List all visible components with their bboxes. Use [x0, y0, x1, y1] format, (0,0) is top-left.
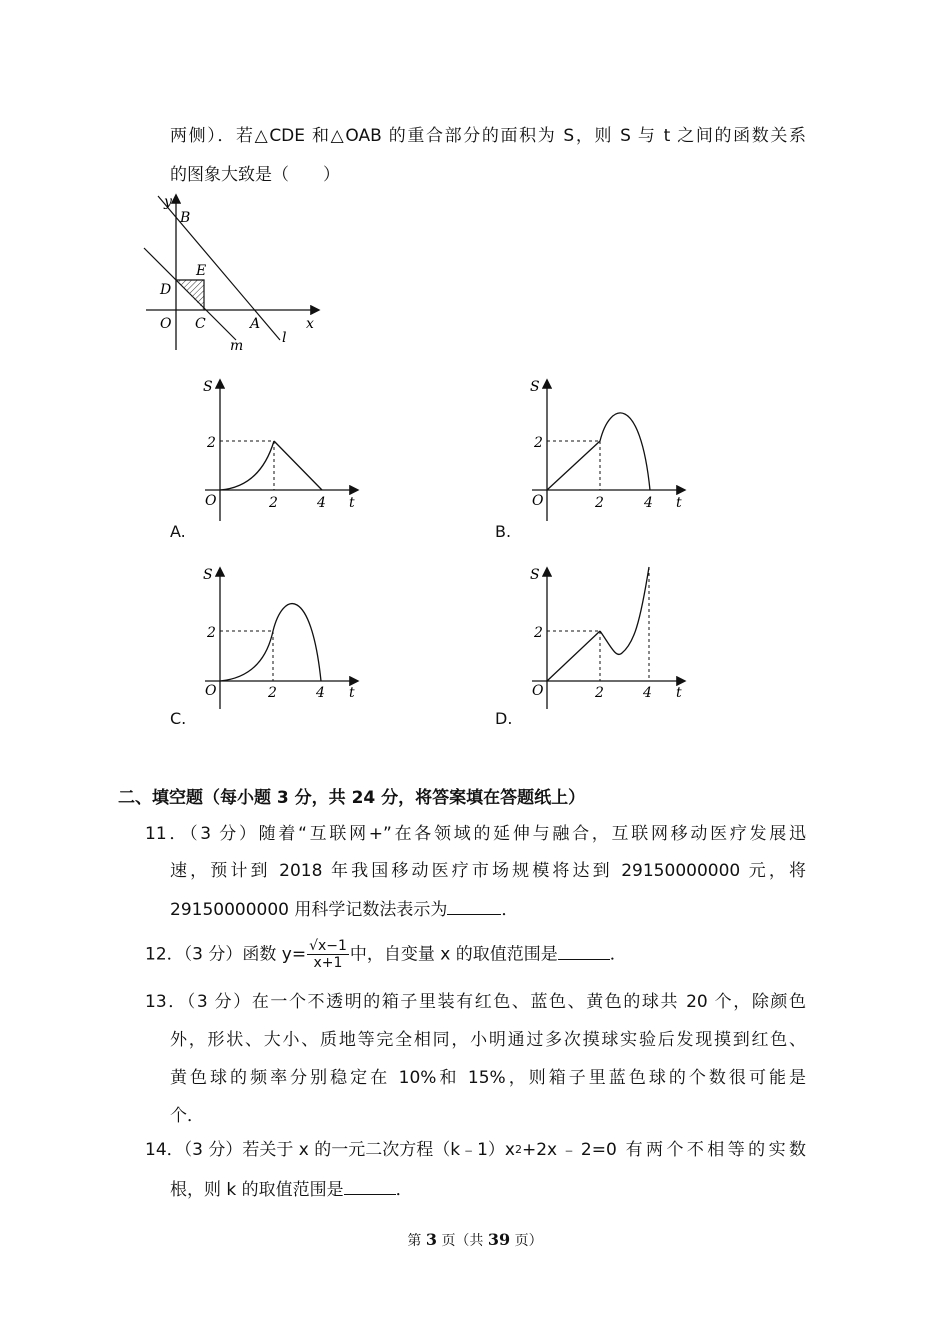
svg-text:2: 2	[595, 495, 604, 511]
graph-d	[522, 563, 692, 713]
q14-answer-blank[interactable]	[344, 1176, 396, 1195]
svg-text:t: t	[349, 495, 355, 511]
footer-total-pages: 39	[487, 1230, 511, 1249]
label-c: C	[195, 316, 206, 332]
page-footer	[0, 1230, 950, 1250]
svg-text:S: S	[203, 567, 213, 583]
q14-exponent: 2	[514, 1143, 522, 1156]
q13-line-4: 个．	[170, 1106, 204, 1126]
footer-mid: 页（共	[441, 1233, 484, 1249]
svg-text:S: S	[530, 567, 540, 583]
q14-line-1	[145, 1138, 806, 1162]
option-b-label: B.	[495, 522, 512, 541]
svg-text:O: O	[532, 493, 544, 509]
q11-line-2: 速，预计到 2018 年我国移动医疗市场规模将达到 29150000000 元，将	[170, 861, 806, 881]
graph-c	[195, 563, 365, 713]
option-a-label: A.	[170, 522, 186, 541]
q12-fraction	[307, 938, 349, 971]
svg-text:2: 2	[595, 685, 604, 701]
svg-text:t: t	[676, 495, 682, 511]
svg-text:4: 4	[316, 685, 325, 701]
svg-text:S: S	[203, 379, 213, 395]
q11-end: ．	[501, 900, 519, 920]
q11-line-3	[170, 896, 518, 922]
svg-text:O: O	[205, 493, 217, 509]
svg-text:O: O	[205, 683, 217, 699]
q12-line	[145, 938, 627, 971]
label-y: y	[164, 194, 172, 210]
option-c-label: C.	[170, 709, 187, 728]
q14-text-b: +2x﹣2=0 有两个不相等的实数	[521, 1140, 806, 1160]
q12-answer-blank[interactable]	[558, 941, 610, 960]
intro-line-2: 的图象大致是（ ）	[170, 165, 340, 185]
q14-text-a: 14．（3 分）若关于 x 的一元二次方程（k﹣1）x	[145, 1140, 515, 1160]
q14-line-2	[170, 1176, 413, 1202]
q12-denominator: x+1	[313, 955, 343, 971]
q14-end: ．	[395, 1180, 413, 1200]
svg-text:2: 2	[207, 435, 216, 451]
svg-text:t: t	[676, 685, 682, 701]
label-m: m	[230, 338, 244, 354]
q12-numerator: √x−1	[309, 938, 347, 954]
svg-text:4: 4	[643, 685, 652, 701]
svg-text:4: 4	[644, 495, 653, 511]
svg-text:2: 2	[269, 495, 278, 511]
svg-text:S: S	[530, 379, 540, 395]
svg-text:2: 2	[207, 625, 216, 641]
q12-prefix: 12．（3 分）函数 y=	[145, 944, 307, 965]
label-b: B	[180, 210, 191, 226]
footer-post: 页）	[514, 1233, 543, 1249]
graph-a	[195, 375, 365, 525]
svg-text:2: 2	[268, 685, 277, 701]
option-d-label: D.	[495, 709, 513, 728]
q11-answer-blank[interactable]	[447, 896, 501, 915]
label-a: A	[250, 316, 261, 332]
label-e: E	[196, 263, 207, 279]
svg-text:4: 4	[317, 495, 326, 511]
footer-pre: 第	[407, 1233, 422, 1249]
q13-line-2: 外，形状、大小、质地等完全相同，小明通过多次摸球实验后发现摸到红色、	[170, 1030, 806, 1050]
label-d: D	[160, 282, 172, 298]
q13-line-1: 13．（3 分）在一个不透明的箱子里装有红色、蓝色、黄色的球共 20 个，除颜色	[145, 992, 806, 1012]
q13-line-3: 黄色球的频率分别稳定在 10%和 15%，则箱子里蓝色球的个数很可能是	[170, 1068, 806, 1088]
label-l: l	[282, 330, 287, 346]
q12-suffix: 中，自变量 x 的取值范围是	[349, 944, 558, 965]
svg-text:t: t	[349, 685, 355, 701]
svg-text:2: 2	[534, 435, 543, 451]
label-o: O	[160, 316, 172, 332]
svg-text:2: 2	[534, 625, 543, 641]
footer-page-number: 3	[425, 1230, 437, 1249]
q14-text-c: 根，则 k 的取值范围是	[170, 1180, 344, 1200]
q11-line-1: 11．（3 分）随着“互联网+”在各领域的延伸与融合，互联网移动医疗发展迅	[145, 824, 806, 844]
coordinate-figure	[140, 190, 330, 355]
graph-b	[522, 375, 692, 525]
section-heading: 二、填空题（每小题 3 分，共 24 分，将答案填在答题纸上）	[118, 788, 586, 808]
svg-text:O: O	[532, 683, 544, 699]
q12-end: ．	[609, 944, 627, 965]
label-x: x	[306, 316, 314, 332]
q11-text: 29150000000 用科学记数法表示为	[170, 900, 448, 920]
intro-line-1: 两侧）．若△CDE 和△OAB 的重合部分的面积为 S，则 S 与 t 之间的函数关系	[170, 126, 806, 146]
